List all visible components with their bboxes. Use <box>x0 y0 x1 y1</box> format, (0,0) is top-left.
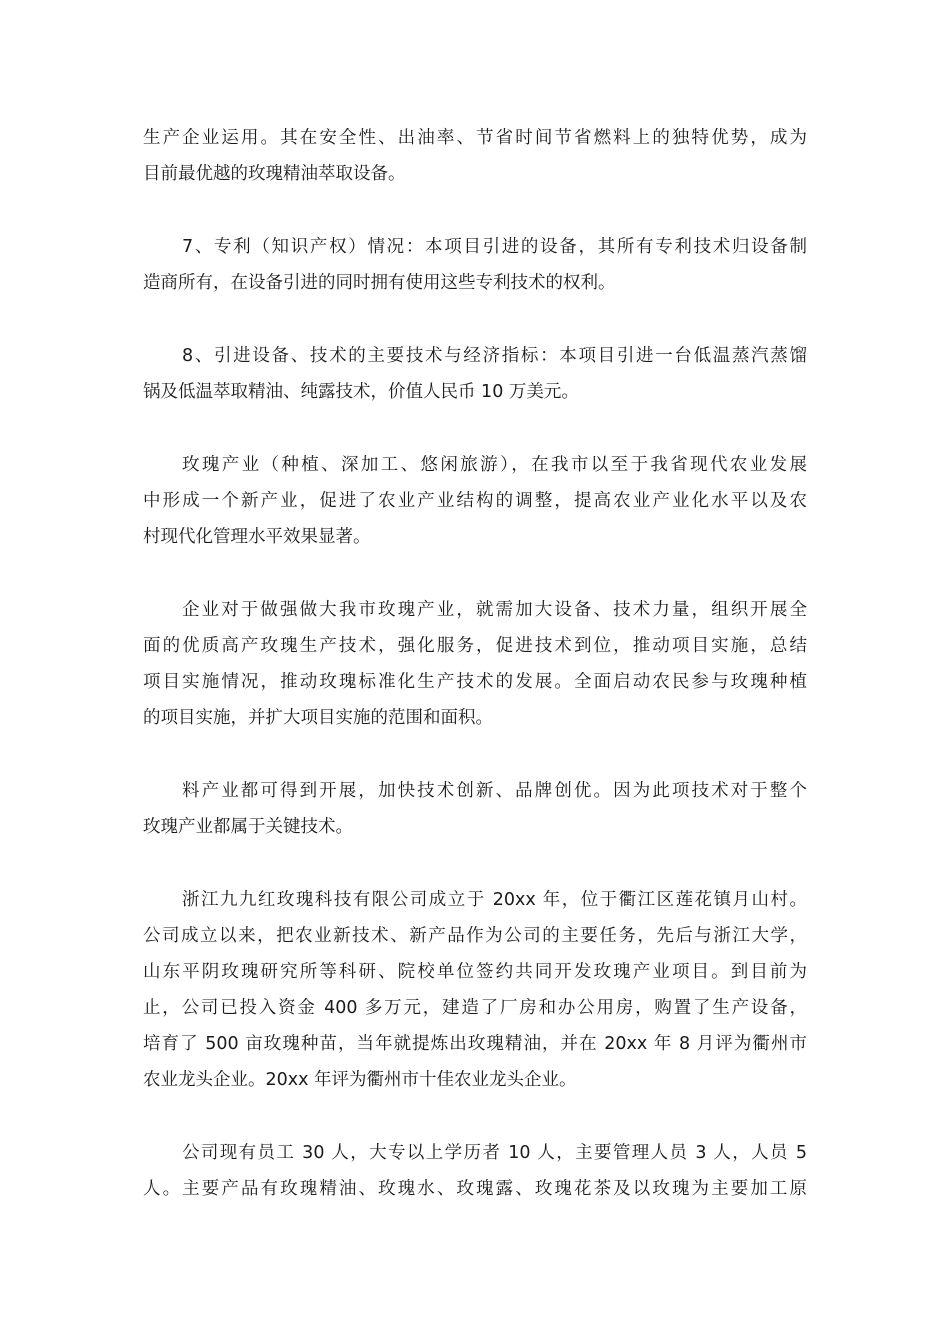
text-line: 人。主要产品有玫瑰精油、玫瑰水、玫瑰露、玫瑰花茶及以玫瑰为主要加工原 <box>143 1179 807 1199</box>
text-line: 玫瑰产业（种植、深加工、悠闲旅游），在我市以至于我省现代农业发展 <box>182 455 807 475</box>
paragraph-company-profile <box>143 882 807 1098</box>
paragraph-key-technology <box>143 773 807 845</box>
text-line: 山东平阴玫瑰研究所等科研、院校单位签约共同开发玫瑰产业项目。到目前为 <box>143 962 807 982</box>
text-line: 造商所有，在设备引进的同时拥有使用这些专利技术的权利。 <box>143 273 616 293</box>
text-line: 村现代化管理水平效果显著。 <box>143 527 371 547</box>
text-line: 的项目实施，并扩大项目实施的范围和面积。 <box>143 708 493 728</box>
text-line: 目前最优越的玫瑰精油萃取设备。 <box>143 164 406 184</box>
text-line: 公司成立以来，把农业新技术、新产品作为公司的主要任务，先后与浙江大学， <box>143 926 807 946</box>
text-line: 公司现有员工 30 人，大专以上学历者 10 人，主要管理人员 3 人，人员 5 <box>182 1143 807 1163</box>
text-line: 7、专利（知识产权）情况：本项目引进的设备，其所有专利技术归设备制 <box>182 237 807 257</box>
text-line: 止，公司已投入资金 400 多万元，建造了厂房和办公用房，购置了生产设备， <box>143 998 807 1018</box>
text-line: 锅及低温萃取精油、纯露技术，价值人民币 10 万美元。 <box>143 382 579 402</box>
text-line: 浙江九九红玫瑰科技有限公司成立于 20xx 年，位于衢江区莲花镇月山村。 <box>182 890 807 910</box>
paragraph-rose-industry <box>143 447 807 555</box>
text-line: 培育了 500 亩玫瑰种苗，当年就提炼出玫瑰精油，并在 20xx 年 8 月评为衢州市 <box>143 1034 807 1054</box>
text-line: 面的优质高产玫瑰生产技术，强化服务，促进技术到位，推动项目实施，总结 <box>143 636 807 656</box>
paragraph-equipment-advantage <box>143 120 807 192</box>
paragraph-enterprise-strengthen <box>143 592 807 736</box>
text-line: 玫瑰产业都属于关键技术。 <box>143 817 353 837</box>
text-line: 农业龙头企业。20xx 年评为衢州市十佳农业龙头企业。 <box>143 1070 577 1090</box>
text-line: 中形成一个新产业，促进了农业产业结构的调整，提高农业产业化水平以及农 <box>143 491 807 511</box>
document-body <box>143 120 807 1244</box>
paragraph-technical-indicators <box>143 338 807 410</box>
paragraph-patent <box>143 229 807 301</box>
text-line: 项目实施情况，推动玫瑰标准化生产技术的发展。全面启动农民参与玫瑰种植 <box>143 672 807 692</box>
text-line: 企业对于做强做大我市玫瑰产业，就需加大设备、技术力量，组织开展全 <box>182 600 807 620</box>
paragraph-staff-products <box>143 1135 807 1207</box>
text-line: 生产企业运用。其在安全性、出油率、节省时间节省燃料上的独特优势，成为 <box>143 128 807 148</box>
text-line: 料产业都可得到开展，加快技术创新、品牌创优。因为此项技术对于整个 <box>182 781 807 801</box>
text-line: 8、引进设备、技术的主要技术与经济指标：本项目引进一台低温蒸汽蒸馏 <box>182 346 807 366</box>
